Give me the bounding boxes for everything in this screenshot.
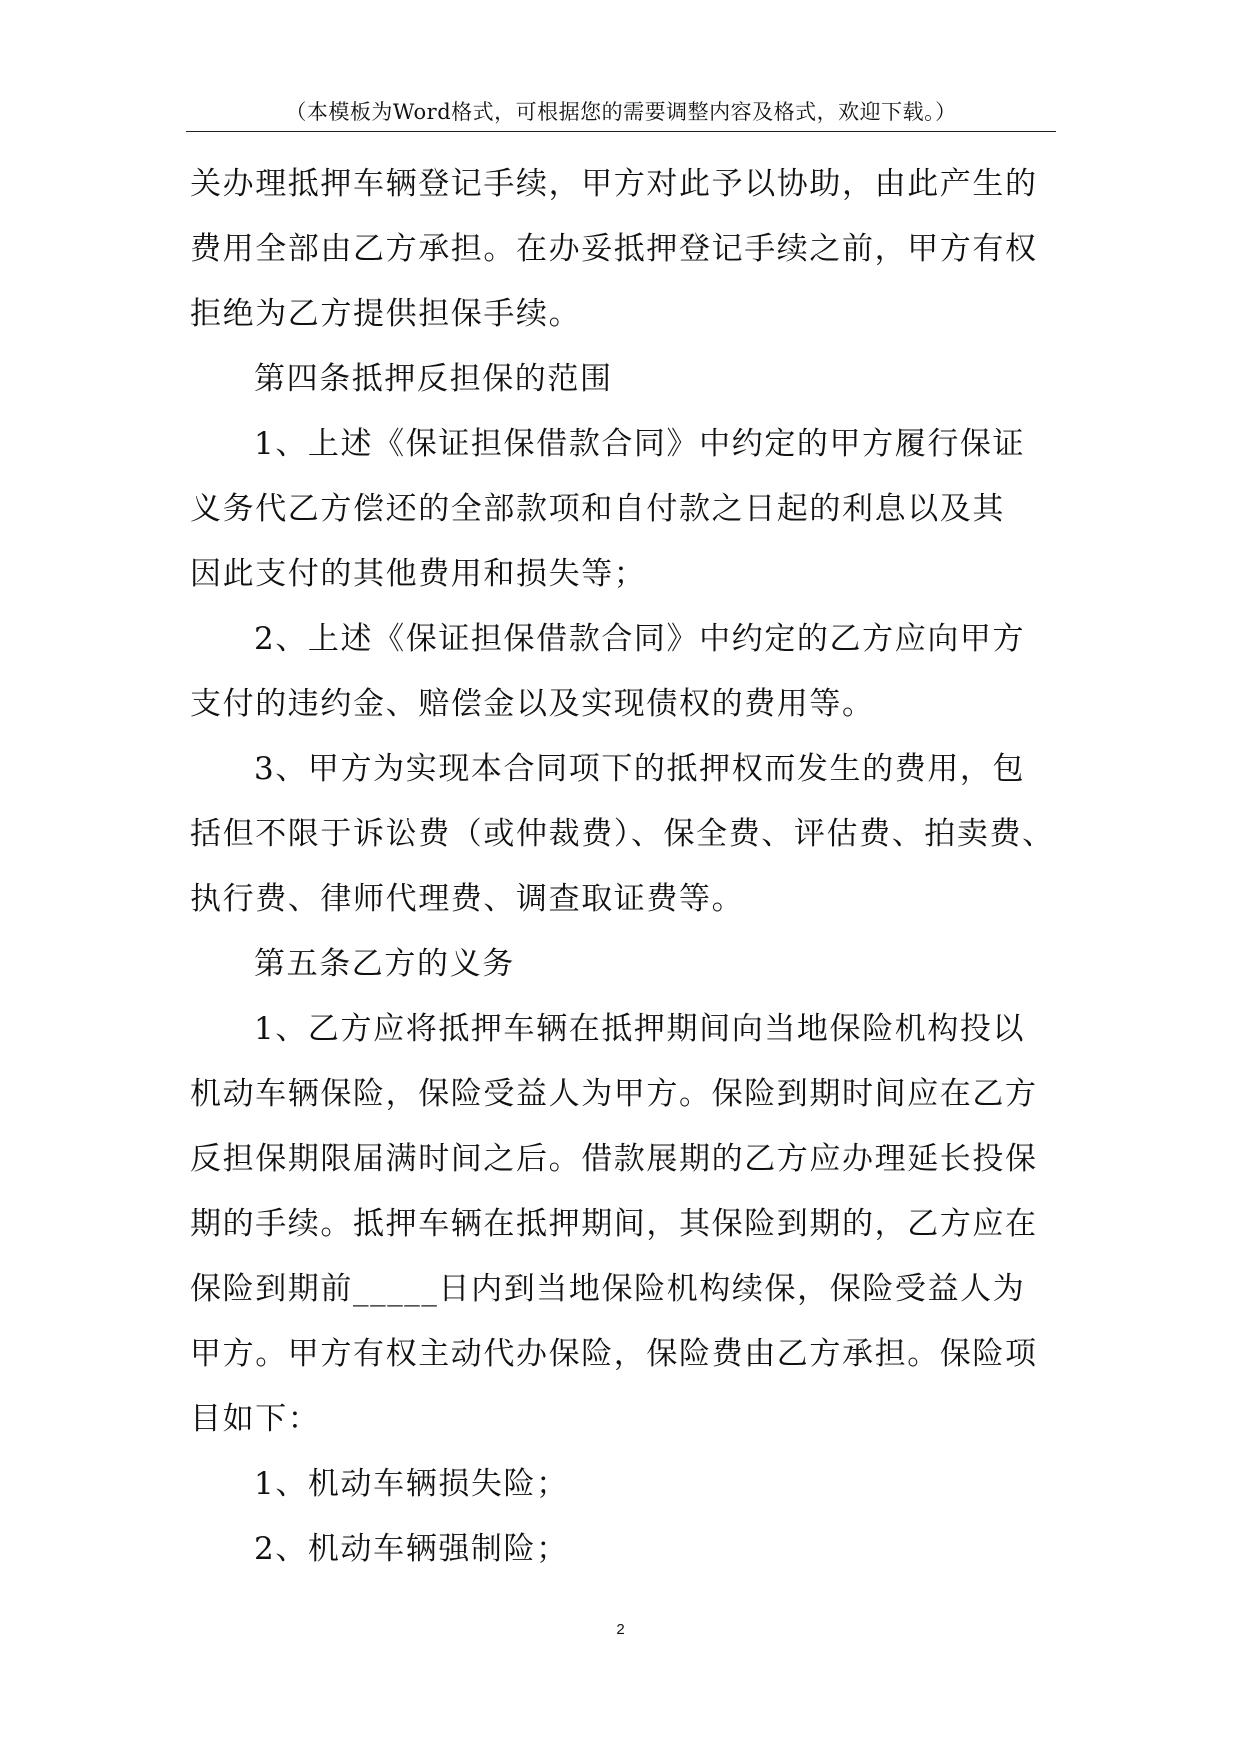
text-line: 反担保期限届满时间之后。借款展期的乙方应办理延长投保	[190, 1141, 1038, 1177]
text-line: 3、甲方为实现本合同项下的抵押权而发生的费用，包	[254, 751, 1026, 787]
text-line: 保险到期前_____日内到当地保险机构续保，保险受益人为	[190, 1271, 1026, 1307]
text-line: 关办理抵押车辆登记手续，甲方对此予以协助，由此产生的	[190, 166, 1038, 202]
text-line: 执行费、律师代理费、调查取证费等。	[190, 881, 745, 917]
header-divider	[186, 131, 1056, 132]
section-heading: 第四条抵押反担保的范围	[254, 361, 613, 397]
text-line: 甲方。甲方有权主动代办保险，保险费由乙方承担。保险项	[190, 1336, 1038, 1372]
text-line: 1、上述《保证担保借款合同》中约定的甲方履行保证	[254, 426, 1026, 462]
list-item: 2、机动车辆强制险；	[254, 1531, 569, 1567]
text-line: 拒绝为乙方提供担保手续。	[190, 296, 582, 332]
page-header-note: （本模板为Word格式，可根据您的需要调整内容及格式，欢迎下载。）	[285, 100, 957, 124]
text-line: 目如下：	[190, 1401, 321, 1437]
text-line: 支付的违约金、赔偿金以及实现债权的费用等。	[190, 686, 875, 722]
text-line: 括但不限于诉讼费（或仲裁费）、保全费、评估费、拍卖费、	[190, 816, 1055, 852]
text-line: 机动车辆保险，保险受益人为甲方。保险到期时间应在乙方	[190, 1076, 1038, 1112]
page-number: 2	[616, 1621, 625, 1638]
text-line: 费用全部由乙方承担。在办妥抵押登记手续之前，甲方有权	[190, 231, 1038, 267]
text-line: 期的手续。抵押车辆在抵押期间，其保险到期的，乙方应在	[190, 1206, 1038, 1242]
text-line: 1、乙方应将抵押车辆在抵押期间向当地保险机构投以	[254, 1011, 1026, 1047]
text-line: 2、上述《保证担保借款合同》中约定的乙方应向甲方	[254, 621, 1026, 657]
section-heading: 第五条乙方的义务	[254, 946, 515, 982]
text-line: 义务代乙方偿还的全部款项和自付款之日起的利息以及其	[190, 491, 1005, 527]
text-line: 因此支付的其他费用和损失等；	[190, 556, 647, 592]
list-item: 1、机动车辆损失险；	[254, 1466, 569, 1502]
